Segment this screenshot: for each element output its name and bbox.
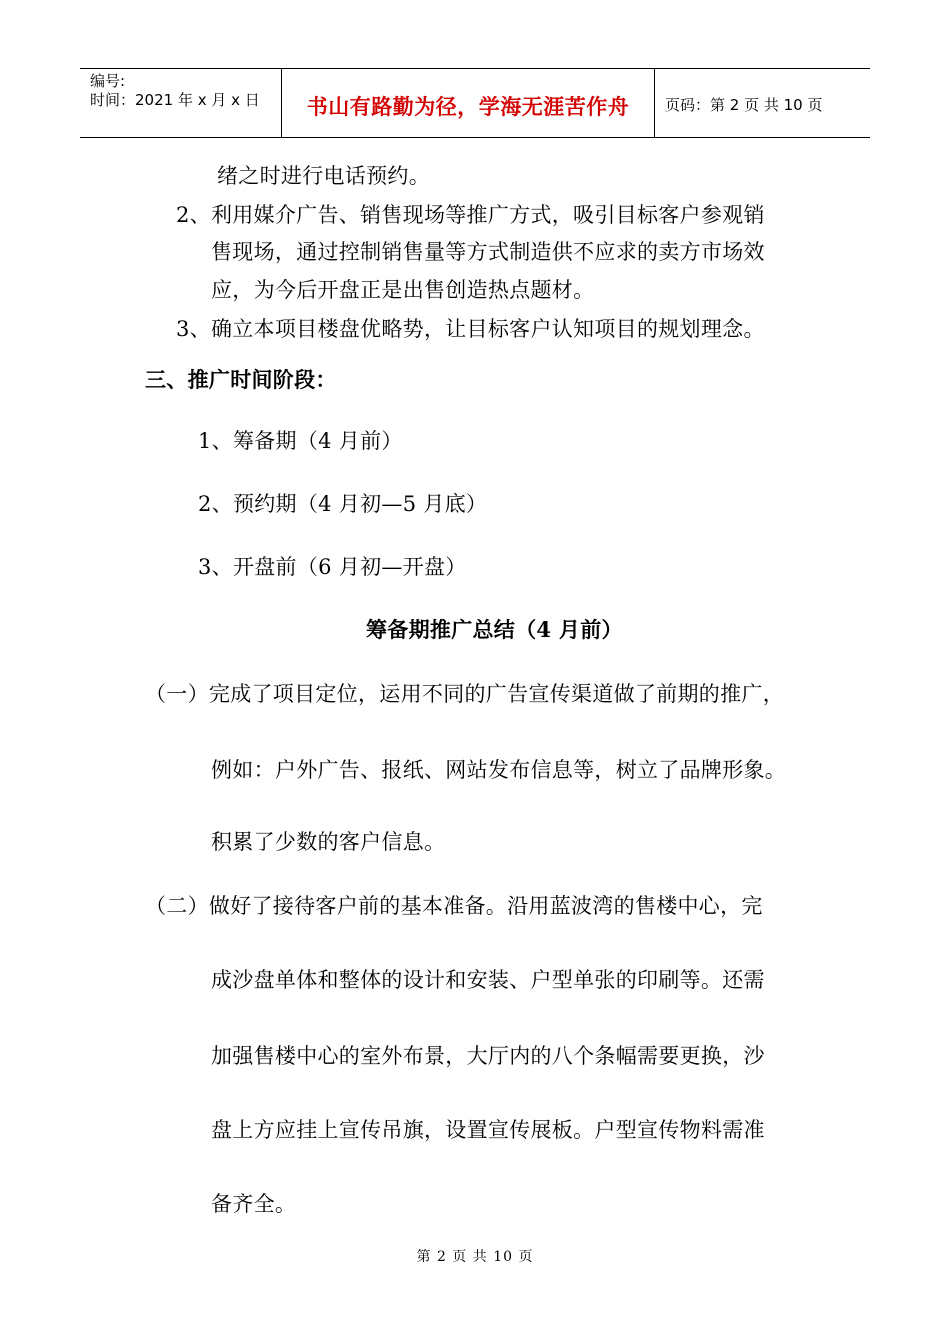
paragraph-2-line2: 成沙盘单体和整体的设计和安装、户型单张的印刷等。还需 — [211, 968, 765, 992]
header-motto-cell — [282, 69, 655, 137]
paragraph-2-line3: 加强售楼中心的室外布景，大厅内的八个条幅需要更换，沙 — [211, 1044, 765, 1068]
stage-item-2: 2、预约期（4 月初—5 月底） — [198, 492, 488, 516]
section-heading: 三、推广时间阶段： — [145, 367, 337, 392]
header-meta-cell — [80, 69, 282, 137]
list-item-2-line1: 2、利用媒介广告、销售现场等推广方式，吸引目标客户参观销 — [176, 203, 765, 227]
paragraph-1-line1: （一）完成了项目定位，运用不同的广告宣传渠道做了前期的推广， — [145, 682, 784, 706]
time-label: 时间：2021 年 x 月 x 日 — [90, 91, 260, 109]
number-label: 编号: — [90, 72, 126, 90]
body-line: 绪之时进行电话预约。 — [217, 164, 430, 188]
paragraph-2-line1: （二）做好了接待客户前的基本准备。沿用蓝波湾的售楼中心，完 — [145, 894, 763, 918]
stage-item-1: 1、筹备期（4 月前） — [198, 429, 403, 453]
list-item-2-line3: 应，为今后开盘正是出售创造热点题材。 — [211, 278, 595, 302]
header-table — [80, 68, 870, 138]
list-item-2-line2: 售现场，通过控制销售量等方式制造供不应求的卖方市场效 — [211, 240, 765, 264]
header-page-cell — [655, 69, 870, 137]
motto-text: 书山有路勤为径，学海无涯苦作舟 — [306, 95, 630, 119]
page-info: 页码：第 2 页 共 10 页 — [665, 96, 823, 114]
paragraph-1-line3: 积累了少数的客户信息。 — [211, 830, 446, 854]
paragraph-2-line5: 备齐全。 — [211, 1192, 297, 1216]
summary-title: 筹备期推广总结（4 月前） — [366, 617, 623, 642]
paragraph-1-line2: 例如：户外广告、报纸、网站发布信息等，树立了品牌形象。 — [211, 758, 787, 782]
list-item-3: 3、确立本项目楼盘优略势，让目标客户认知项目的规划理念。 — [176, 317, 765, 341]
stage-item-3: 3、开盘前（6 月初—开盘） — [198, 555, 467, 579]
paragraph-2-line4: 盘上方应挂上宣传吊旗，设置宣传展板。户型宣传物料需准 — [211, 1118, 765, 1142]
page-footer: 第 2 页 共 10 页 — [416, 1249, 534, 1265]
